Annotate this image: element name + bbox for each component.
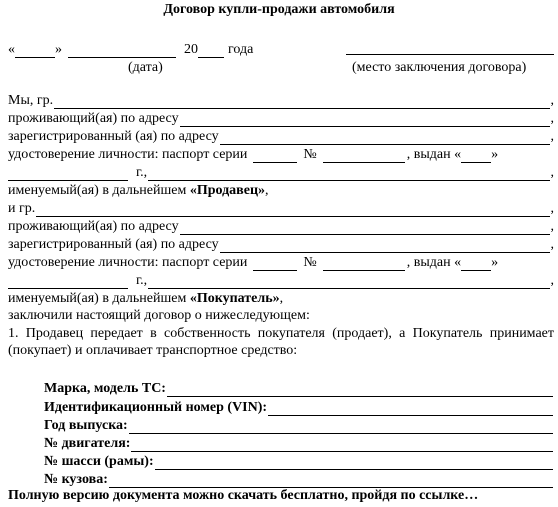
number-sign: № <box>303 147 317 162</box>
buyer-named-line <box>8 291 554 307</box>
comma: , <box>550 165 554 180</box>
buyer-passport-line <box>8 255 554 271</box>
buyer-registered-line <box>8 237 554 253</box>
month-blank <box>68 45 176 58</box>
seller-registered-line <box>8 129 554 145</box>
engine-label: № двигателя: <box>44 436 131 451</box>
seller-id-label: удостоверение личности: паспорт серии <box>8 147 248 162</box>
buyer-role: «Покупатель» <box>189 291 280 306</box>
document-title: Договор купли-продажи автомобиля <box>163 2 395 17</box>
clause-1: 1. Продавец передает в собственность покупателя (продает), а Покупатель принимает (покупает) и оплачивает транспортное средство: <box>8 326 554 358</box>
seller-named-line <box>8 183 554 199</box>
seller-registered-label: зарегистрированный (ая) по адресу <box>8 129 219 144</box>
vin-blank <box>268 403 553 416</box>
seller-we-label: Мы, гр. <box>8 93 54 108</box>
vehicle-engine-row <box>44 436 554 452</box>
buyer-residing-label: проживающий(ая) по адресу <box>8 219 179 234</box>
city-label: г., <box>136 273 148 288</box>
vehicle-make-row <box>44 381 554 397</box>
vehicle-chassis-row <box>44 454 554 470</box>
buyer-id-label: удостоверение личности: паспорт серии <box>8 255 248 270</box>
quote-close: » <box>491 255 499 270</box>
seller-name-line <box>8 93 554 109</box>
buyer-name-line <box>8 201 554 217</box>
quote-open: « <box>8 42 15 57</box>
seller-issued-label: , выдан « <box>406 147 462 162</box>
buyer-issued-month-blank <box>8 276 128 289</box>
year-prefix: 20 <box>184 42 198 57</box>
engine-blank <box>131 439 553 452</box>
buyer-registered-blank <box>220 240 550 253</box>
make-model-label: Марка, модель ТС: <box>44 381 166 396</box>
city-label: г., <box>136 165 148 180</box>
buyer-residing-blank <box>180 222 550 235</box>
buyer-issued-line <box>8 273 554 289</box>
vehicle-body-row <box>44 472 554 488</box>
comma: , <box>550 129 554 144</box>
vehicle-year-row <box>44 418 554 434</box>
comma: , <box>550 219 554 234</box>
buyer-residing-line <box>8 219 554 235</box>
comma: , <box>550 93 554 108</box>
comma: , <box>265 183 269 198</box>
buyer-and-label: и гр. <box>8 201 36 216</box>
seller-role: «Продавец» <box>189 183 266 198</box>
buyer-registered-label: зарегистрированный (ая) по адресу <box>8 237 219 252</box>
concluded-text: заключили настоящий договор о нижеследующем: <box>8 308 310 323</box>
buyer-issued-label: , выдан « <box>406 255 462 270</box>
body-label: № кузова: <box>44 472 108 487</box>
year-label: Год выпуска: <box>44 418 128 433</box>
buyer-number-blank <box>323 258 405 271</box>
make-model-blank <box>167 384 553 397</box>
buyer-name-blank <box>36 204 549 217</box>
number-sign: № <box>303 255 317 270</box>
seller-named-label: именуемый(ая) в дальнейшем <box>8 183 187 198</box>
body-blank <box>109 475 553 488</box>
chassis-label: № шасси (рамы): <box>44 454 154 469</box>
buyer-issuer-blank <box>148 276 549 289</box>
buyer-issued-day-blank <box>461 258 491 271</box>
seller-number-blank <box>323 150 405 163</box>
vehicle-vin-row <box>44 400 554 416</box>
comma: , <box>550 201 554 216</box>
date-caption: (дата) <box>128 60 163 75</box>
comma: , <box>279 291 284 306</box>
year-blank <box>198 45 224 58</box>
comma: , <box>550 237 554 252</box>
seller-registered-blank <box>220 132 550 145</box>
seller-residing-label: проживающий(ая) по адресу <box>8 111 179 126</box>
buyer-named-label: именуемый(ая) в дальнейшем <box>8 291 187 306</box>
quote-close: » <box>491 147 499 162</box>
seller-residing-blank <box>180 114 550 127</box>
seller-issued-line <box>8 165 554 181</box>
seller-passport-line <box>8 147 554 163</box>
comma: , <box>550 273 554 288</box>
seller-name-blank <box>54 96 549 109</box>
day-blank <box>15 45 55 58</box>
seller-series-blank <box>253 150 297 163</box>
seller-issued-month-blank <box>8 168 128 181</box>
chassis-blank <box>155 457 553 470</box>
download-link[interactable]: Полную версию документа можно скачать бесплатно, пройдя по ссылке… <box>8 488 479 503</box>
quote-close: » <box>55 42 62 57</box>
date-line <box>8 42 253 58</box>
seller-residing-line <box>8 111 554 127</box>
place-blank <box>346 54 554 55</box>
comma: , <box>550 111 554 126</box>
year-suffix: года <box>228 42 254 57</box>
place-caption: (место заключения договора) <box>352 60 527 75</box>
seller-issuer-blank <box>148 168 549 181</box>
buyer-series-blank <box>253 258 297 271</box>
year-blank <box>129 421 553 434</box>
vin-label: Идентификационный номер (VIN): <box>44 400 268 415</box>
seller-issued-day-blank <box>461 150 491 163</box>
